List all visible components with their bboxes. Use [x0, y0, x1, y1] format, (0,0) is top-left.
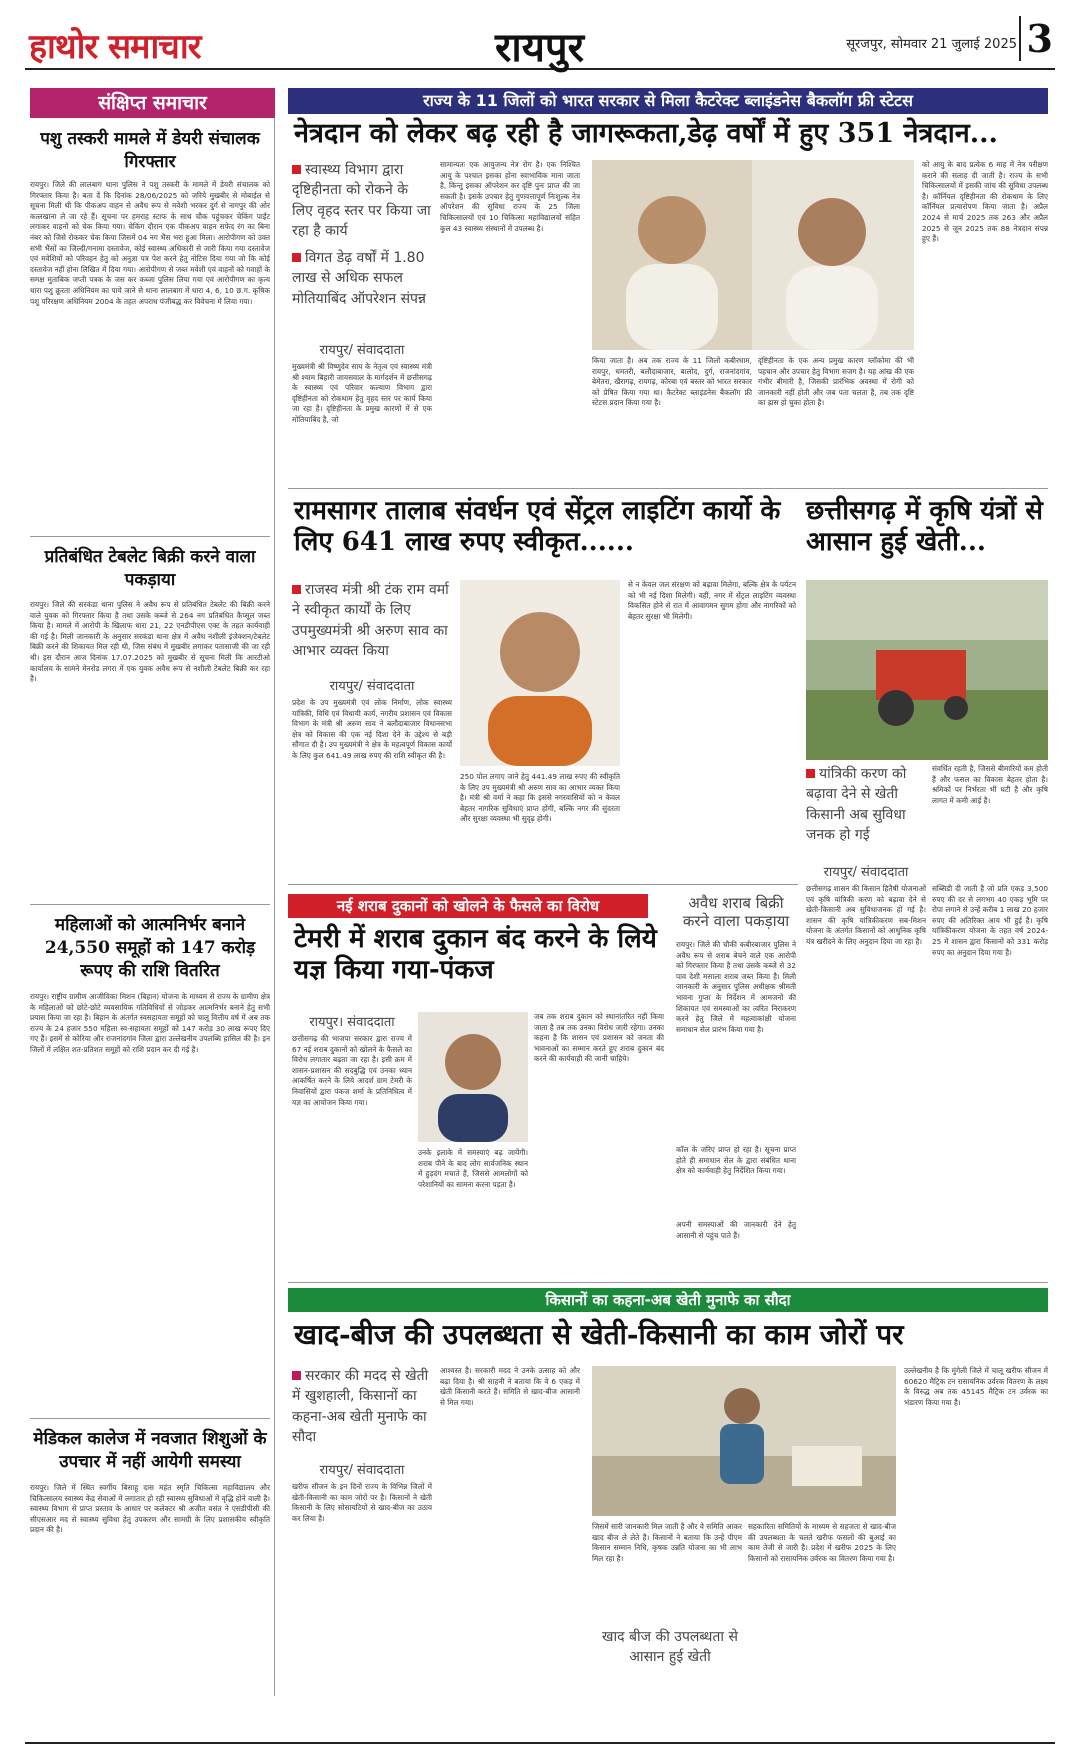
lead-byline: रायपुर/ संवाददाता [319, 343, 405, 358]
ministers-photo [592, 160, 914, 350]
story-title: मेडिकल कालेज में नवजात शिशुओं के उपचार में नहीं आयेगी समस्या [33, 1429, 267, 1472]
lead-headline: नेत्रदान को लेकर बढ़ रही है जागरूकता,डेढ़ वर्षों में हुए 351 नेत्रदान... [294, 118, 998, 149]
page-number: 3 [1019, 16, 1053, 61]
farm-machines-byline: रायपुर/ संवाददाता [823, 865, 909, 880]
liquor-kicker: नई शराब दुकानों को खोलने के फैसले का विरोध [288, 894, 648, 918]
caption-text: यांत्रिकी करण को बढ़ावा देने से खेती किसानी अब सुविधा जनक हो गई [806, 766, 907, 843]
divider [288, 884, 798, 885]
divider [288, 1282, 1048, 1283]
fertilizer-kicker: किसानों का कहना-अब खेती मुनाफे का सौदा [288, 1288, 1048, 1312]
brief-news-header: संक्षिप्त समाचार [30, 88, 275, 118]
fertilizer-body: आश्वस्त है। सरकारी मदद ने उनके उत्साह को और बढ़ा दिया है। श्री साहनी ने बताया कि वे 6 एकड़ में खेती किसानी करते हैं। समिति से खाद-बीज आसानी से मिल गया। [440, 1366, 580, 1407]
ramsagar-body: प्रदेश के उप मुख्यमंत्री एवं लोक निर्माण, लोक स्वास्थ्य यांत्रिकी, विधि एवं विधायी कार्य, नगरीय प्रशासन एवं विकास विभाग के मंत्री श्री अरुण साव ने बलौदाबाजार विधानसभा क्षेत्र को विकास की एक नई दिशा देने के उद्देश्य से बड़ी सौगात दी है। उप मुख्यमंत्री ने क्षेत्र के महत्वपूर्ण विकास कार्यों के लिए कुल 641.49 लाख रुपए की राशि स्वीकृत की है। [292, 698, 452, 760]
bullet-square-icon [806, 769, 815, 778]
bullet-square-icon [292, 253, 301, 262]
story-title: पशु तस्करी मामले में डेयरी संचालक गिरफ्तार [40, 129, 260, 172]
lead-kicker: राज्य के 11 जिलों को भारत सरकार से मिला कैटरेक्ट ब्लाइंडनेस बैकलॉग फ्री स्टेटस [288, 88, 1048, 114]
edition-city: रायपुर [495, 24, 584, 71]
dateline: सूरजपुर, सोमवार 21 जुलाई 2025 [846, 37, 1017, 52]
arrest-title: अवैध शराब बिक्री करने वाला पकड़ाया [682, 894, 790, 930]
fertilizer-photo-caption: खाद बीज की उपलब्धता से आसान हुई खेती [602, 1629, 738, 1665]
page-footer-rule [25, 1742, 1055, 1744]
fertilizer-headline: खाद-बीज की उपलब्धता से खेती-किसानी का काम जोरों पर [294, 1318, 904, 1351]
farm-machines-body: संवर्धित रहती है, जिससे बीमारियों कम होती हैं और फसल का विकास बेहतर होता है। श्रमिकों पर निर्भरता भी घटी है और कृषि लागत में कमी आई है। [932, 764, 1048, 805]
arrest-body: रायपुर। जिले की चौकी कबीरबाजार पुलिस ने अवैध रूप से शराब बेचने वाले एक आरोपी को गिरफ्तार किया है तथा उसके कब्जे से 32 पाव देशी मसाला शराब जब्त किया है। मिली जानकारी के अनुसार पुलिस अधीक्षक श्रीमती भावना गुप्ता के निर्देशन में आमजनों की शिकायत एवं समस्याओं का त्वरित निराकरण करने हेतु जिले में महत्वाकांक्षी योजना समाधान सेल प्रारंभ किया गया है। [676, 940, 796, 1034]
fertilizer-body: उल्लेखनीय है कि मुंगेली जिले में चालू खरीफ सीजन में 60620 मैट्रिक टन रासायनिक उर्वरक वितरण के लक्ष्य के विरुद्ध अब तक 45145 मैट्रिक टन उर्वरक का भंडारण किया गया है। [904, 1366, 1048, 1407]
fertilizer-deck [292, 1366, 432, 1447]
farm-machines-caption [806, 764, 926, 845]
farm-machines-body: सब्सिडी दी जाती है जो प्रति एकड़ 3,500 रुपए की दर से लगभग 40 एकड़ भूमि पर रोपा लगाने से उन्हें करीब 1 लाख 20 हजार रुपए की अतिरिक्त आय भी हुई है। कृषि यांत्रिकीकरण योजना के तहत वर्ष 2024-25 में शासन द्वारा किसानों को 331 करोड़ रुपए का अनुदान दिया गया है। [932, 884, 1048, 957]
lead-body: किया जाता है। अब तक राज्य के 11 जिलों कबीरधाम, रायपुर, धमतरी, बलौदाबाजार, बालोद, दुर्ग, राजनांदगांव, बेमेतरा, खैरागढ़, रायगढ़, कोरबा एवं बस्तर को भारत सरकार को प्रेषित किया गया था। कैटरेक्ट ब्लाइंडनेस बैकलॉग फ्री स्टेटस प्रदान किया गया है। [592, 356, 752, 408]
deck-text: सरकार की मदद से खेती में खुशहाली, किसानों का कहना-अब खेती मुनाफे का सौदा [292, 1368, 429, 1445]
arrest-body: कॉल के जरिए प्राप्त हो रहा है। सूचना प्राप्त होते ही समाधान सेल के द्वारा संबंधित थाना क्षेत्र को कार्यवाही हेतु निर्देशित किया गया। [676, 1145, 796, 1176]
story-body: रायपुर। राष्ट्रीय ग्रामीण आजीविका मिशन (बिहान) योजना के माध्यम से राज्य के ग्रामीण क्षेत्र के महिलाओं को छोटे-छोटे व्यवसायिक गतिविधियों से जोड़कर आत्मनिर्भर बनाने हेतु सभी प्रयास किया जा रहा है। बिहान के अंतर्गत स्वसहायता समूहों को चालू वित्तीय वर्ष में अब तक राज्य के 24 हजार 550 महिला स्व-सहायता समूहों को 147 करोड़ 30 लाख रूपए दिए गए हैं। इसमें से कोरिया और राजनांदगांव जिला द्वारा उल्लेखनीय उपलब्धि हासिल की है। इन जिलों में लक्षित शत-प्रतिशत समूहों को राशि प्रदान कर दी गई है। [30, 992, 270, 1054]
story-title: महिलाओं को आत्मनिर्भर बनाने 24,550 समूहों को 147 करोड़ रूपए की राशि वितरित [44, 915, 256, 981]
lead-body: सामान्यतः एक आयुजन्य नेत्र रोग है। एक निश्चित आयु के पश्चात इसका होना स्वाभाविक माना जाता है, किन्तु इसका ऑपरेशन कर दृष्टि पुनः प्राप्त की जा सकती है। इसके उपचार हेतु गुणवत्तापूर्ण निःशुल्क नेत्र ऑपरेशन की सुविधा राज्य के 25 जिला चिकित्सालयों एवं 10 चिकित्सा महाविद्यालयों सहित कुल 43 स्वास्थ्य संस्थानों में उपलब्ध है। [440, 160, 580, 233]
ramsagar-body: 250 पोल लगाए जाने हेतु 441.49 लाख रुपए की स्वीकृति के लिए उप मुख्यमंत्री श्री अरुण साव का आभार व्यक्त किया है। मंत्री श्री वर्मा ने कहा कि इससे नगरवासियों को न केवल बेहतर नागरिक सुविधाएं प्राप्त होंगी, बल्कि नगर की सुंदरता और सुरक्षा व्यवस्था भी सुदृढ़ होगी। [460, 772, 620, 824]
fertilizer-body: सहकारिता समितियों के माध्यम से सहजता से खाद-बीज की उपलब्धता के चलते खरीफ फसलों की बुआई का काम तेजी से जारी है। प्रदेश में खरीफ 2025 के लिए किसानों को रासायनिक उर्वरक का वितरण किया गया है। [748, 1522, 896, 1563]
liquor-body: छत्तीसगढ़ की भाजपा सरकार द्वारा राज्य में 67 नई शराब दुकानों को खोलने के फैसले का विरोध लगातार बढ़ता जा रहा है। इसी क्रम में शासन-प्रशासन की सदबुद्धि एवं उनका ध्यान आकर्षित करने के लिये आदर्श ग्राम टेमरी के निवासियों द्वारा पंकज शर्मा के प्रतिनिधित्व में यज्ञ का आयोजन किया गया। [292, 1034, 412, 1107]
pankaj-portrait [418, 1012, 528, 1142]
lead-deck [292, 160, 432, 241]
ramsagar-headline: रामसागर तालाब संवर्धन एवं सेंट्रल लाइटिंग कार्यो के लिए 641 लाख रुपए स्वीकृत...... [294, 496, 781, 558]
deck-text: राजस्व मंत्री श्री टंक राम वर्मा ने स्वीकृत कार्यों के लिए उपमुख्यमंत्री श्री अरुण साव का आभार व्यक्त किया [292, 582, 449, 659]
arrest-body: अपनी समस्याओं की जानकारी देने हेतु आसानी से पहुंच पाते हैं। [676, 1220, 796, 1240]
liquor-body: जब तक शराब दुकान को स्थानांतरित नहीं किया जाता है तब तक उनका विरोध जारी रहेगा। उनका कहना है कि शासन एवं प्रशासन को जनता की भावनाओं का सम्मान करते हुए शराब दुकान बंद करने की कार्यवाही की जानी चाहिये। [534, 1012, 664, 1064]
story-body: रायपुर। जिले की सरकंडा थाना पुलिस ने अवैध रूप से प्रतिबंधित टेबलेट की बिक्री करने वाले युवक को गिरफ्तार किया है तथा उसके कब्जे से 264 नग प्रतिबंधित कैप्सूल जब्त किया है। मामले में आरोपी के खिलाफ धारा 21, 22 एनडीपीएस एक्ट के तहत कार्यवाही की गई है। मिली जानकारी के अनुसार सरकंडा थाना क्षेत्र में अवैध नशीली इंजेक्शन/टेबलेट बिक्री करने की शिकायत मिल रही थी, जिस संबंध में मुखबीर लगाकर पतासाजी की जा रही थी। इस दौरान आज दिनांक 17.07.2025 को मुखबीर से सूचना मिली कि आरटीओ कार्यालय के सामने मेनरोड लगरा में एक युवक अवैध रूप से नशीली टेबलेट बिक्री कर रहा है। [30, 600, 270, 684]
story-body: रायपुर। जिले में स्थित स्वर्गीय बिसाहू दास महंत स्मृति चिकित्सा महाविद्यालय और चिकित्सालय स्वास्थ्य केंद्र सेवाओं में लगातार हो रही स्वास्थ्य सुविधाओं में वृद्धि होने वाली है। स्वास्थ्य विभाग से प्राप्त प्रस्ताव के आधार पर कलेक्टर श्री अजीत वसंत ने एसडीपीसी की सीएसआर मद से स्वास्थ्य सुविधा हेतु उपकरण और सामग्री के लिए प्रशासकीय स्वीकृति प्रदान की है। [30, 1483, 270, 1535]
lead-body: दृष्टिहीनता के एक अन्य प्रमुख कारण ग्लॉकोमा की भी पहचान और उपचार हेतु विभाग सजग है। यह आंख की एक गंभीर बीमारी है, जिसकी प्रारंभिक अवस्था में रोगी को जानकारी नहीं होती और जब पता चलता है, तब तक दृष्टि का ह्रास हो चुका होता है। [758, 356, 914, 408]
divider [30, 1418, 270, 1419]
ramsagar-body: से न केवल जल संरक्षण को बढ़ावा मिलेगा, बल्कि क्षेत्र के पर्यटन को भी नई दिशा मिलेगी। वहीं, नगर में सेंट्रल लाइटिंग व्यवस्था विकसित होने से रात में आवागमन सुगम होगा और नागरिकों को बेहतर सुरक्षा भी मिलेगी। [628, 580, 796, 621]
minister-portrait [460, 580, 620, 766]
farm-machines-body: छत्तीसगढ़ शासन की किसान हितैषी योजनाओं एवं कृषि यांत्रिकी करण को बढ़ावा देने से खेती-किसानी अब सुविधाजनक हो गई है। शासन की कृषि यांत्रिकीकरण सब-मिशन योजना के अंतर्गत किसानों को आधुनिक कृषि यंत्र खरीदने के लिए अनुदान दिया जा रहा है। [806, 884, 926, 946]
divider [30, 536, 270, 537]
story-body: रायपुर। जिले की लालबाग थाना पुलिस ने पशु तस्करी के मामले में डेयरी संचालक को गिरफ्तार किया है। बता दें कि दिनांक 28/06/2025 को जरिये मुखबीर से मोबाईल से सूचना मिली थी कि पीकअप वाहन से अवैध रूप से मवेशी भरकर दुर्ग से नागपुर की ओर कत्लखाना ले जा रहे हैं। सूचना पर हमराह स्टाफ के साथ चौक पहुंचकर चेकिंग पाईंट लगाकर वाहनों को चेक किया गया। चेकिंग दौरान एक पीकअप वाहन सफेद रंग का बिना नंबर को जिसे रोककर चेक किया जिसमें 04 नग भैंस भरा हुआ मिला। आरोपीगण को उक्त सभी भैंसों का जिल्दी/गनामा दस्तावेज, कोई स्वास्थ्य अधिकारी से जारी किया गया दस्तावेज एवं मवेशियों को परिवहन हेतु को अनुज्ञा पत्र पेश करने हेतु नोटिस दिया गया जो कि कोई दस्तावेज नहीं होना लिखित में दिया गया। आरोपीगण से जब्त मवेशी एवं वाहनों को गवाहों के समक्ष मुताबिक जप्ती पत्रक के जस कर कब्जा पुलिस लिया गया एवं आरोपीगण का कृत्य धारा पशु क्रूरता अधिनियम का पाये जाने से थाना लालबाग में धारा 4, 6, 10 छ.ग. कृषिक पशु परिरक्षण अधिनियम 2004 के तहत अपराध पंजीबद्ध कर विवेचना में लिया गया। [30, 180, 270, 306]
divider [288, 488, 1048, 489]
bullet-square-icon [292, 165, 301, 174]
deck-text: विगत डेढ़ वर्षों में 1.80 लाख से अधिक सफल मोतियाबिंद ऑपरेशन संपन्न [292, 250, 426, 307]
deck-text: स्वास्थ्य विभाग द्वारा दृष्टिहीनता को रोकने के लिए वृहद स्तर पर किया जा रहा है कार्य [292, 162, 431, 239]
brief-news-column [30, 88, 275, 1696]
farmer-fertilizer-photo [592, 1366, 896, 1516]
bullet-square-icon [292, 585, 301, 594]
lead-body: को आयु के बाद प्रत्येक 6 माह में नेत्र परीक्षण कराने की सलाह दी जाती है। राज्य के सभी चिकित्सालयों में इसकी जांच की सुविधा उपलब्ध है। कॉर्नियल दृष्टिहीनता की रोकथाम के लिए कॉर्नियल प्रत्यारोपण किया जाता है। अप्रैल 2024 से मार्च 2025 तक 263 और अप्रैल 2025 से जून 2025 तक 88 नेत्रदान संपन्न हुए हैं। [922, 160, 1048, 244]
liquor-body: उनके इलाके में समस्याएं बढ़ जायेंगी। शराब पीने के बाद लोग सार्वजनिक स्थान में हुड़दंग मचाते हैं, जिससे आमलोगों को परेशानियों का सामना करना पड़ता है। [418, 1148, 528, 1189]
lead-body: मुख्यमंत्री श्री विष्णुदेव साय के नेतृत्व एवं स्वास्थ्य मंत्री श्री श्याम बिहारी जायसवाल के मार्गदर्शन में छत्तीसगढ़ के स्वास्थ्य एवं परिवार कल्याण विभाग द्वारा दृष्टिहीनता को रोकथाम हेतु वृहद स्तर पर कार्य किया जा रहा है। दृष्टिहीनता के प्रमुख कारणों में से एक मोतियाबिंद है, जो [292, 362, 432, 424]
newspaper-logo: हाथोर समाचार [29, 27, 201, 67]
fertilizer-body: जिसमें सारी जानकारी मिल जाती है और वे समिति आकर खाद बीज ले लेते हैं। किसानों ने बताया कि उन्हें पीएम किसान सम्मान निधि, कृषक उन्नति योजना का भी लाभ मिल रहा है। [592, 1522, 742, 1563]
liquor-headline: टेमरी में शराब दुकान बंद करने के लिये यज्ञ किया गया-पंकज [294, 924, 657, 986]
farm-machines-headline: छत्तीसगढ़ में कृषि यंत्रों से आसान हुई खेती... [806, 496, 1044, 558]
ramsagar-deck [292, 580, 452, 661]
story-title: प्रतिबंधित टेबलेट बिक्री करने वाला पकड़ाया [44, 547, 256, 590]
ramsagar-byline: रायपुर/ संवाददाता [329, 679, 415, 694]
fertilizer-body: खरीफ सीजन के इन दिनों राज्य के विभिन्न जिलों में खेती-किसानी का काम जोरों पर है। किसानों ने खेती किसानी के लिए सोसायटियों से खाद-बीज का उठाव कर लिया है। [292, 1482, 432, 1523]
masthead [25, 8, 1055, 70]
bullet-square-icon [292, 1371, 301, 1380]
divider [30, 904, 270, 905]
lead-deck [292, 248, 432, 309]
tractor-field-photo [806, 580, 1048, 760]
liquor-byline: रायपुर। संवाददाता [309, 1015, 395, 1030]
fertilizer-byline: रायपुर/ संवाददाता [319, 1463, 405, 1478]
